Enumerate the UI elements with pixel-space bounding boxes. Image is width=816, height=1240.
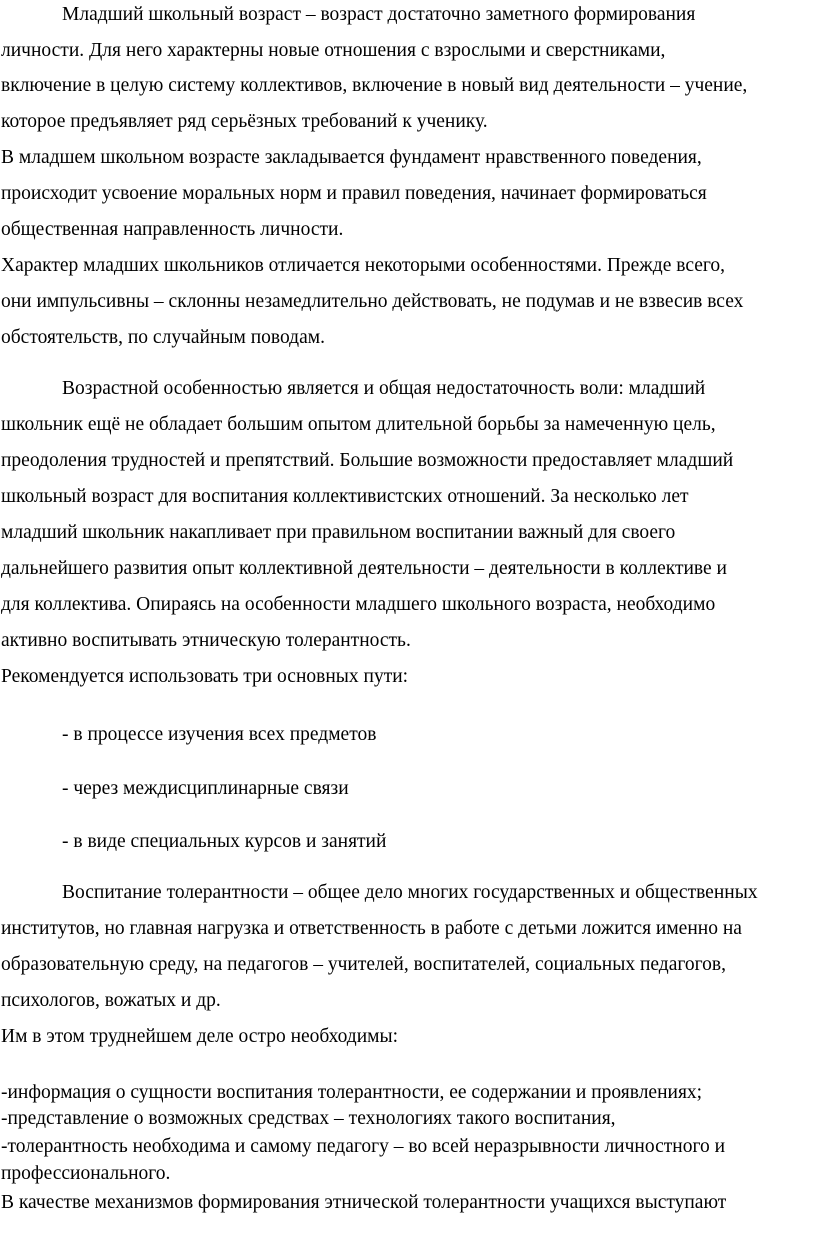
text-line: они импульсивны – склонны незамедлительно действовать, не подумав и не взвесив всех — [1, 291, 744, 312]
text-line: включение в целую систему коллективов, включение в новый вид деятельности – учение, — [1, 75, 748, 96]
text-line: В младшем школьном возрасте закладывается фундамент нравственного поведения, — [1, 147, 702, 168]
text-line: профессионального. — [1, 1163, 171, 1184]
text-line: для коллектива. Опираясь на особенности младшего школьного возраста, необходимо — [1, 594, 716, 615]
text-line: Характер младших школьников отличается некоторыми особенностями. Прежде всего, — [1, 255, 726, 276]
text-line: личности. Для него характерны новые отношения с взрослыми и сверстниками, — [1, 40, 666, 61]
text-line: Младший школьный возраст – возраст достаточно заметного формирования — [62, 4, 696, 25]
text-line: происходит усвоение моральных норм и правил поведения, начинает формироваться — [1, 183, 707, 204]
text-line: Им в этом труднейшем деле остро необходимы: — [1, 1026, 399, 1047]
text-line: образовательную среду, на педагогов – учителей, воспитателей, социальных педагогов, — [1, 954, 726, 975]
list-item: -информация о сущности воспитания толерантности, ее содержании и проявлениях; — [1, 1082, 703, 1103]
text-line: Воспитание толерантности – общее дело многих государственных и общественных — [62, 882, 758, 903]
text-line: В качестве механизмов формирования этнической толерантности учащихся выступают — [1, 1192, 727, 1213]
list-item: - в виде специальных курсов и занятий — [62, 831, 387, 852]
text-line: активно воспитывать этническую толерантность. — [1, 630, 411, 651]
text-line: обстоятельств, по случайным поводам. — [1, 327, 325, 348]
text-line: дальнейшего развития опыт коллективной деятельности – деятельности в коллективе и — [1, 558, 727, 579]
text-line: психологов, вожатых и др. — [1, 990, 221, 1011]
list-item: - в процессе изучения всех предметов — [62, 724, 377, 745]
text-line: школьный возраст для воспитания коллективистских отношений. За несколько лет — [1, 486, 689, 507]
text-line: институтов, но главная нагрузка и ответственность в работе с детьми ложится именно на — [1, 918, 742, 939]
list-item: -представление о возможных средствах – технологиях такого воспитания, — [1, 1108, 616, 1129]
text-line: преодоления трудностей и препятствий. Большие возможности предоставляет младший — [1, 450, 734, 471]
text-line: которое предъявляет ряд серьёзных требований к ученику. — [1, 111, 488, 132]
text-line: Рекомендуется использовать три основных пути: — [1, 666, 409, 687]
list-item: - через междисциплинарные связи — [62, 778, 349, 799]
list-item: -толерантность необходима и самому педагогу – во всей неразрывности личностного и — [1, 1136, 726, 1157]
text-line: младший школьник накапливает при правильном воспитании важный для своего — [1, 522, 676, 543]
text-line: школьник ещё не обладает большим опытом длительной борьбы за намеченную цель, — [1, 414, 716, 435]
text-line: общественная направленность личности. — [1, 219, 344, 240]
text-line: Возрастной особенностью является и общая недостаточность воли: младший — [62, 378, 706, 399]
